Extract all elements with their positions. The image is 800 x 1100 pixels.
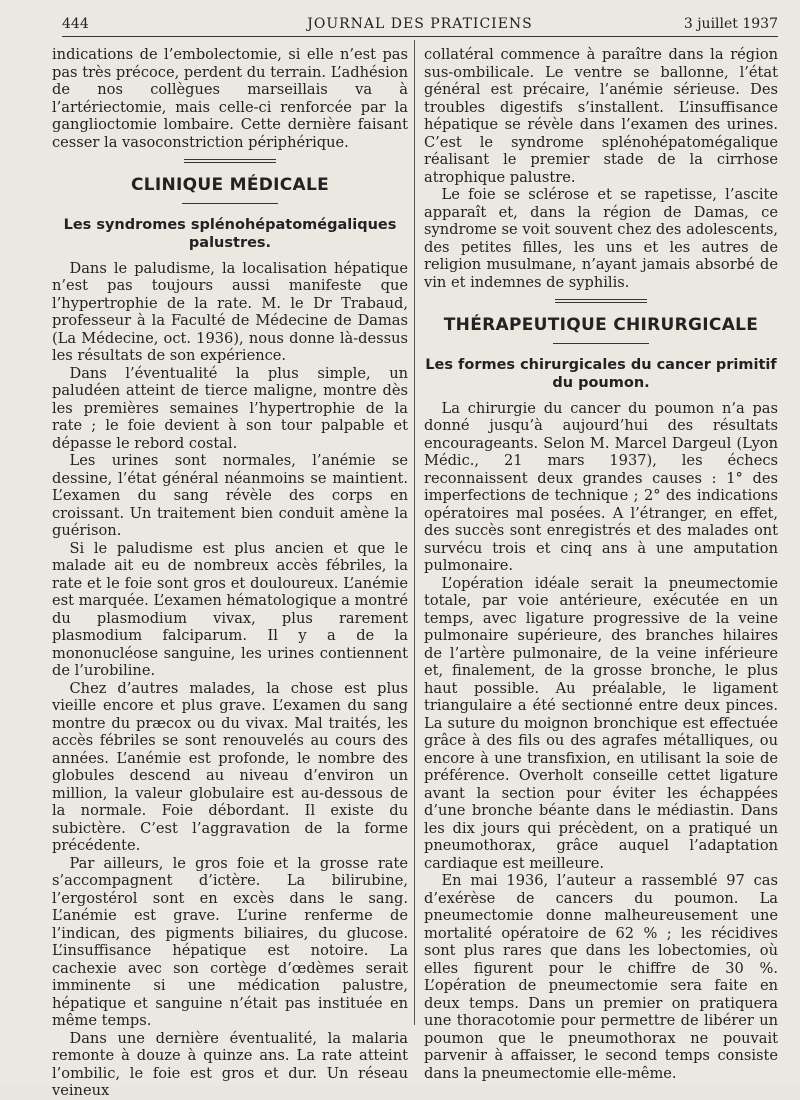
right-column bbox=[424, 46, 778, 1082]
paragraph: Chez d’autres malades, la chose est plus vieille encore et plus grave. L’examen du sang montre du præcox ou du vivax. Mal traités, les accès fébriles se sont renouvelés au cours des années. L’anémie est profonde, le nombre des globules descend au niveau d’environ un million, la valeur globulaire est au-dessous de la normale. Foie débordant. Il existe du subictère. C’est l’aggravation de la forme précédente. bbox=[52, 679, 408, 854]
paragraph: Dans une dernière éventualité, la malaria remonte à douze à quinze ans. La rate atteint l’ombilic, le foie est gros et dur. Un réseau veineux bbox=[52, 1029, 408, 1099]
paragraph: En mai 1936, l’auteur a rassemblé 97 cas d’exérèse de cancers du poumon. La pneumectomie donne malheureusement une mortalité opératoire de 62 % ; les récidives sont plus rares que dans les lobectomies, où elles figurent pour le chiffre de 30 %. L’opération de pneumectomie sera faite en deux temps. Dans un premier on pratiquera une thoracotomie pour permettre de libérer un poumon que le pneumothorax ne pouvait parvenir à affaisser, le second temps consiste dans la pneumectomie elle-même. bbox=[424, 872, 778, 1082]
paragraph: indications de l’embolectomie, si elle n’est pas pas très précoce, perdent du terrain. L’adhésion de nos collègues marseillais va à l’artériectomie, mais celle-ci renforcée par la ganglioctomie lombaire. Cette dernière faisant cesser la vasoconstriction périphérique. bbox=[52, 46, 408, 151]
issue-date: 3 juillet 1937 bbox=[683, 16, 778, 32]
heading-rule bbox=[182, 203, 278, 204]
paragraph: Dans l’éventualité la plus simple, un paludéen atteint de tierce maligne, montre dès les premières semaines l’hypertrophie de la rate ; le foie devient à son tour palpable et dépasse le rebord costal. bbox=[52, 364, 408, 452]
left-column bbox=[52, 46, 408, 1100]
column-divider bbox=[414, 40, 415, 1025]
paragraph: La chirurgie du cancer du poumon n’a pas donné jusqu’à aujourd’hui des résultats encourageants. Selon M. Marcel Dargeul (Lyon Médic., 21 mars 1937), les échecs reconnaissent deux grandes causes : 1° des imperfections de technique ; 2° des indications opératoires mal posées. A l’étranger, en effet, des succès sont enregistrés et des malades ont survécu trois et cinq ans à une amputation pulmonaire. bbox=[424, 399, 778, 574]
paragraph: Dans le paludisme, la localisation hépatique n’est pas toujours aussi manifeste que l’hypertrophie de la rate. M. le Dr Trabaud, professeur à la Faculté de Médecine de Damas (La Médecine, oct. 1936), nous donne là-dessus les résultats de son expérience. bbox=[52, 259, 408, 364]
section-rule bbox=[555, 299, 647, 303]
page-number: 444 bbox=[62, 16, 89, 32]
paragraph: Le foie se sclérose et se rapetisse, l’ascite apparaît et, dans la région de Damas, ce syndrome se voit souvent chez des adolescents, des petites filles, les uns et les autres de religion musulmane, n’ayant jamais absorbé de vin et indemnes de syphilis. bbox=[424, 186, 778, 291]
paragraph: collatéral commence à paraître dans la région sus-ombilicale. Le ventre se ballonne, l’état général est précaire, l’anémie sérieuse. Des troubles digestifs s’installent. L’insuffisance hépatique se révèle dans l’examen des urines. C’est le syndrome splénohépatomégalique réalisant le premier stade de la cirrhose atrophique palustre. bbox=[424, 46, 778, 186]
paragraph: L’opération idéale serait la pneumectomie totale, par voie antérieure, exécutée en un temps, avec ligature progressive de la veine pulmonaire supérieure, des branches hilaires de l’artère pulmonaire, de la veine inférieure et, finalement, de la grosse bronche, le plus haut possible. Au préalable, le ligament triangulaire a été sectionné entre deux pinces. La suture du moignon bronchique est effectuée grâce à des fils ou des agrafes métalliques, ou encore à une transfixion, en utilisant la soie de préférence. Overholt conseille cettet ligature avant la section pour éviter les échappées d’une bronche béante dans le médiastin. Dans les dix jours qui précèdent, on a pratiqué un pneumothorax, grâce auquel l’adaptation cardiaque est meilleure. bbox=[424, 574, 778, 872]
journal-title: JOURNAL DES PRATICIENS bbox=[307, 16, 533, 32]
paragraph: Les urines sont normales, l’anémie se dessine, l’état général néanmoins se maintient. L’examen du sang révèle des corps en croissant. Un traitement bien conduit amène la guérison. bbox=[52, 452, 408, 539]
article-title: Les syndromes splénohépatomégaliques palustres. bbox=[63, 216, 397, 251]
page-header bbox=[62, 14, 778, 37]
heading-rule bbox=[553, 343, 649, 344]
section-heading: CLINIQUE MÉDICALE bbox=[130, 175, 330, 195]
article-title: Les formes chirurgicales du cancer primitif du poumon. bbox=[425, 356, 777, 391]
section-heading: THÉRAPEUTIQUE CHIRURGICALE bbox=[443, 315, 759, 335]
paragraph: Par ailleurs, le gros foie et la grosse rate s’accompagnent d’ictère. La bilirubine, l’ergostérol sont en excès dans le sang. L’anémie est grave. L’urine renferme de l’indican, des pigments biliaires, du glucose. L’insuffisance hépatique est notoire. La cachexie avec son cortège d’œdèmes serait imminente si une médication palustre, hépatique et sanguine n’était pas instituée en même temps. bbox=[52, 854, 408, 1029]
section-rule bbox=[184, 159, 276, 163]
paragraph: Si le paludisme est plus ancien et que le malade ait eu de nombreux accès fébriles, la rate et le foie sont gros et douloureux. L’anémie est marquée. L’examen hématologique a montré du plasmodium vivax, plus rarement plasmodium falciparum. Il y a de la mononucléose sanguine, les urines contiennent de l’urobiline. bbox=[52, 539, 408, 679]
